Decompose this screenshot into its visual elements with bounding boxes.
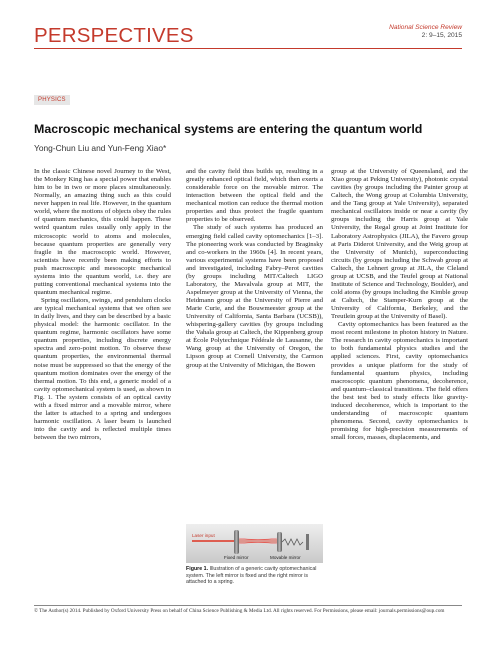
header-divider bbox=[34, 48, 462, 49]
paragraph: Spring oscillators, swings, and pendulum clocks are typical mechanical systems that we often see in daily lives, and they can be described by a basic physical model: the harmonic oscillator. In the quantum regime, harmonic oscillators have some quantum properties, including discrete energy spectra and zero-point motion. To observe these quantum properties, the environmental thermal noise must be suppressed so that the energy of the quantum motion dominates over the energy of the thermal motion. To this end, a generic model of a cavity optomechanical system is used, as shown in Fig. 1. The system consists of an optical cavity with a fixed mirror and a movable mirror, where the latter is attached to a spring and undergoes harmonic oscillation. A laser beam is launched into the cavity and is reflected multiple times between the two mirrors, bbox=[34, 297, 171, 442]
section-heading: PERSPECTIVES bbox=[34, 24, 194, 47]
figure-caption bbox=[186, 566, 323, 586]
movable-mirror-label: Movable mirror bbox=[270, 555, 301, 560]
cavity-diagram bbox=[186, 524, 323, 563]
figure-caption-text: Illustration of a generic cavity optomechanical system. The left mirror is fixed and the right mirror is attached to a spring. bbox=[186, 566, 317, 586]
journal-info bbox=[389, 24, 462, 40]
figure-1-illustration bbox=[186, 524, 323, 563]
footer-divider bbox=[34, 605, 462, 606]
paragraph: Cavity optomechanics has been featured as the most recent milestone in photon history in Nature. The research in cavity optomechanics is important to both fundamental physics studies and the applied sciences. First, cavity optomechanics provides a unique platform for the study of fundamental quantum physics, including macroscopic quantum phenomena, decoherence, and quantum–classical transitions. The field offers the best test bed to study effects like gravity-induced decoherence, which is important to the understanding of macroscopic quantum phenomena. Second, cavity optomechanics is promising for high-precision measurements of small forces, masses, displacements, and bbox=[331, 321, 468, 442]
paragraph: The study of such systems has produced an emerging field called cavity optomechanics [1–3]. The pioneering work was conducted by Braginsky and co-workers in the 1960s [4]. In recent years, various experimental systems have been proposed and investigated, including Fabry–Perot cavities (by groups including MIT/Caltech LIGO Laboratory, the Mavalvala group at MIT, the Aspelmeyer group at the University of Vienna, the Heidmann group at the University of Pierre and Marie Curie, and the Bouwmeester group at the University of California, Santa Barbara (UCSB)), whispering-gallery cavities (by groups including the Vahala group at Caltech, the Kippenberg group at École Polytechnique Fédérale de Lausanne, the Wang group at the University of Oregon, the Lipson group at Cornell University, the Carmon group at the University of Michigan, the Bowen bbox=[186, 224, 323, 369]
copyright-footer: © The Author(s) 2014. Published by Oxford University Press on behalf of China Science Publishing & Media Ltd. All rights reserved. For Permissions, please email: journals.permissions@oup.com bbox=[34, 608, 445, 614]
fixed-mirror-label: Fixed mirror bbox=[224, 555, 249, 560]
paragraph: group at the University of Queensland, and the Xiao group at Peking University), photonic crystal cavities (by groups including the Painter group at Caltech, the Wong group at Columbia University, and the Tang group at Yale University), separated mechanical oscillators inside or near a cavity (by groups including the Harris group at Yale University, the Regal group at Joint Institute for Laboratory Astrophysics (JILA), the Favero group at Paris Diderot University, and the Weig group at the University of Munich), superconducting circuits (by groups including the Schwab group at Caltech, the Lehnert group at JILA, the Cleland group at UCSB, and the Teufel group at National Institute of Science and Technology, Boulder), and cold atoms (by groups including the Kimble group at Caltech, the Stamper-Kurn group at the University of California, Berkeley, and the Treutlein group at the University of Basel). bbox=[331, 168, 468, 321]
body-column-3 bbox=[331, 168, 468, 574]
paragraph: and the cavity field thus builds up, resulting in a greatly enhanced optical field, which then exerts a considerable force on the movable mirror. The interaction between the optical field and the mechanical motion can reduce the thermal motion properties and thus protect the fragile quantum properties to be observed. bbox=[186, 168, 323, 224]
paragraph: In the classic Chinese novel Journey to the West, the Monkey King has a special power that enables him to be in two or more places simultaneously. Normally, an amazing thing such as this could never happen in real life. However, in the quantum world, where the motions of objects obey the rules of quantum mechanics, this could happen. These weird quantum rules usually only apply in the microscopic world to atoms and molecules, because quantum properties are generally very fragile in the macroscopic world. However, scientists have recently been making efforts to push macroscopic and mesoscopic mechanical systems into the quantum world, i.e. they are putting conventional mechanical systems into the quantum mechanical regime. bbox=[34, 168, 171, 296]
laser-input-label: Laser input bbox=[192, 533, 215, 538]
journal-issue: 2: 9–15, 2015 bbox=[421, 32, 462, 39]
article-authors: Yong-Chun Liu and Yun-Feng Xiao* bbox=[34, 143, 167, 153]
body-column-1 bbox=[34, 168, 171, 574]
journal-name: National Science Review bbox=[389, 24, 462, 31]
fixed-mirror bbox=[234, 530, 239, 554]
article-title: Macroscopic mechanical systems are entering the quantum world bbox=[34, 122, 423, 136]
movable-mirror bbox=[277, 532, 282, 552]
subject-tag: PHYSICS bbox=[34, 95, 70, 105]
body-column-2 bbox=[186, 168, 323, 523]
figure-caption-label: Figure 1. bbox=[186, 566, 209, 572]
